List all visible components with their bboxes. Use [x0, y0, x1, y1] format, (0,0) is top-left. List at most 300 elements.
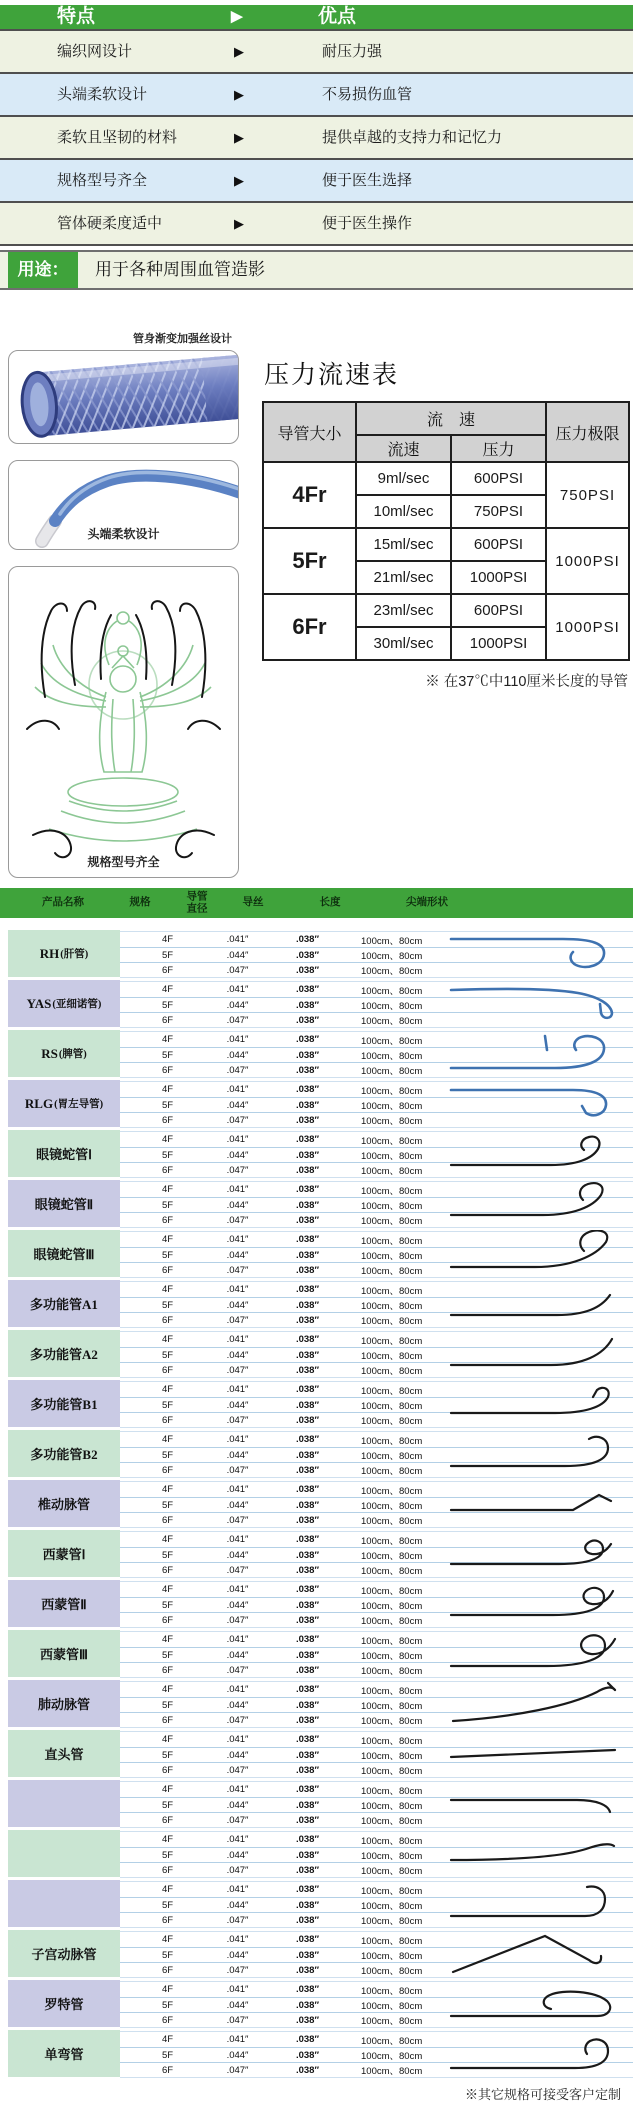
guidewire-size: .038″ — [295, 949, 320, 961]
product-row-block — [0, 1730, 633, 1777]
size-cell: 6Fr — [263, 594, 356, 660]
catheter-length: 100cm、80cm — [361, 1701, 423, 1712]
catheter-length: 100cm、80cm — [361, 1335, 423, 1347]
catheter-length: 100cm、80cm — [361, 1985, 423, 1997]
catheter-length: 100cm、80cm — [361, 1416, 423, 1427]
spec-size: 6F — [161, 1164, 174, 1176]
spec-size: 5F — [161, 1749, 174, 1761]
catheter-length: 100cm、80cm — [361, 1785, 423, 1797]
feature-text: 编织网设计 — [57, 43, 133, 60]
product-name — [8, 1530, 120, 1577]
guidewire-size: .038″ — [295, 934, 320, 945]
spec-size: 6F — [161, 1314, 174, 1326]
pressure-table-title: 压力流速表 — [264, 361, 400, 389]
full-range-imagebox — [8, 566, 239, 878]
catheter-diameter: .047″ — [226, 1914, 249, 1926]
product-row-block — [0, 1080, 633, 1127]
catheter-length: 100cm、80cm — [361, 2051, 423, 2062]
product-row-block — [0, 1830, 633, 1877]
catheter-diameter: .044″ — [226, 1649, 249, 1661]
product-name-sub: (肝管) — [60, 949, 89, 960]
guidewire-size: .038″ — [295, 1784, 320, 1795]
catheter-diameter: .044″ — [226, 1999, 249, 2011]
pressure-cell: 1000PSI — [451, 561, 546, 594]
spec-size: 5F — [161, 2049, 174, 2061]
product-name — [8, 1680, 120, 1727]
catheter-length: 100cm、80cm — [361, 951, 423, 962]
guidewire-size: .038″ — [295, 1349, 320, 1361]
catheter-diameter: .044″ — [226, 1899, 249, 1911]
product-name — [8, 1180, 120, 1227]
product-name — [8, 980, 120, 1027]
arrow-right-icon: ▶ — [234, 216, 244, 231]
catheter-diameter: .047″ — [226, 1214, 249, 1226]
product-row-block — [0, 1330, 633, 1377]
pressure-data-row — [263, 594, 629, 627]
pressure-data-row — [263, 528, 629, 561]
header-flow-group: 流 速 — [356, 402, 546, 435]
catheter-length: 100cm、80cm — [361, 1116, 423, 1127]
catheter-length: 100cm、80cm — [361, 1435, 423, 1447]
product-name — [8, 1380, 120, 1427]
tip-shape-image — [445, 2030, 630, 2077]
spec-size: 6F — [161, 1964, 174, 1976]
guidewire-size: .038″ — [295, 1499, 320, 1511]
catheter-diameter: .047″ — [226, 964, 249, 976]
product-name-main: 椎动脉管 — [37, 1497, 90, 1512]
product-row-block — [0, 1180, 633, 1227]
tip-shape-image — [445, 1530, 630, 1577]
catheter-length: 100cm、80cm — [361, 1066, 423, 1077]
guidewire-size: .038″ — [295, 1914, 320, 1926]
tip-shape-image — [445, 1930, 630, 1977]
usage-label: 用途： — [8, 252, 78, 288]
catheter-diameter: .041″ — [226, 1634, 249, 1645]
guidewire-size: .038″ — [295, 984, 320, 995]
spec-size: 5F — [161, 1049, 174, 1061]
spec-size: 5F — [161, 1299, 174, 1311]
product-name — [8, 930, 120, 977]
catheter-length: 100cm、80cm — [361, 2066, 423, 2077]
catheter-diameter: .041″ — [226, 1784, 249, 1795]
catheter-length: 100cm、80cm — [361, 1301, 423, 1312]
catheter-diameter: .044″ — [226, 1699, 249, 1711]
product-name-main: 多功能管A1 — [30, 1297, 98, 1312]
guidewire-size: .038″ — [295, 1614, 320, 1626]
catheter-length: 100cm、80cm — [361, 1666, 423, 1677]
full-range-caption: 规格型号齐全 — [87, 855, 160, 869]
product-name-main: 肺动脉管 — [37, 1697, 90, 1712]
catheter-length: 100cm、80cm — [361, 1635, 423, 1647]
pressure-header-row — [263, 402, 629, 435]
spec-size: 5F — [161, 1149, 174, 1161]
arrow-right-icon: ▶ — [234, 87, 244, 102]
guidewire-size: .038″ — [295, 1714, 320, 1726]
spec-size: 4F — [161, 1984, 174, 1995]
spec-size: 4F — [161, 1334, 174, 1345]
catheter-diameter: .044″ — [226, 2049, 249, 2061]
spec-size: 6F — [161, 1214, 174, 1226]
feature-text: 柔软且坚韧的材料 — [57, 129, 178, 146]
spec-size: 6F — [161, 1464, 174, 1476]
product-name — [8, 1730, 120, 1777]
product-row-block — [0, 1230, 633, 1277]
braided-catheter-imagebox — [8, 350, 239, 444]
catheter-length: 100cm、80cm — [361, 1485, 423, 1497]
product-name-main: 多功能管B1 — [30, 1397, 98, 1412]
spec-size: 6F — [161, 1664, 174, 1676]
pressure-table-note: ※ 在37℃中110厘米长度的导管 — [425, 674, 628, 690]
catheter-length: 100cm、80cm — [361, 1285, 423, 1297]
product-name-main: 直头管 — [44, 1747, 84, 1762]
catheter-length: 100cm、80cm — [361, 1351, 423, 1362]
product-name-main: 多功能管A2 — [30, 1347, 98, 1362]
catheter-diameter: .044″ — [226, 1299, 249, 1311]
catheter-length: 100cm、80cm — [361, 1216, 423, 1227]
guidewire-size: .038″ — [295, 1864, 320, 1876]
spec-size: 6F — [161, 2064, 174, 2076]
catheter-diameter: .041″ — [226, 1534, 249, 1545]
guidewire-size: .038″ — [295, 1299, 320, 1311]
flow-cell: 21ml/sec — [356, 561, 451, 594]
product-name — [8, 1230, 120, 1277]
catheter-diameter: .044″ — [226, 1249, 249, 1261]
catheter-diameter: .044″ — [226, 1349, 249, 1361]
spec-size: 4F — [161, 1734, 174, 1745]
features-header-right: 优点 — [318, 6, 357, 27]
catheter-length: 100cm、80cm — [361, 1001, 423, 1012]
product-name-main: RLG — [24, 1095, 54, 1111]
spec-size: 4F — [161, 1284, 174, 1295]
guidewire-size: .038″ — [295, 1814, 320, 1826]
catheter-length: 100cm、80cm — [361, 1551, 423, 1562]
guidewire-size: .038″ — [295, 1099, 320, 1111]
feature-row — [0, 29, 633, 72]
product-name — [8, 1880, 120, 1927]
soft-tip-caption: 头端柔软设计 — [87, 527, 160, 541]
catheter-diameter: .041″ — [226, 1084, 249, 1095]
spec-size: 4F — [161, 1084, 174, 1095]
catheter-length: 100cm、80cm — [361, 1651, 423, 1662]
product-table-header — [0, 888, 633, 918]
catheter-length: 100cm、80cm — [361, 1151, 423, 1162]
catheter-diameter: .041″ — [226, 1834, 249, 1845]
feature-text: 头端柔软设计 — [57, 86, 148, 103]
product-row-block — [0, 1430, 633, 1477]
guidewire-size: .038″ — [295, 1134, 320, 1145]
spec-size: 4F — [161, 1834, 174, 1845]
catheter-diameter: .044″ — [226, 1399, 249, 1411]
product-name-main: 西蒙管Ⅱ — [41, 1597, 87, 1612]
catheter-length: 100cm、80cm — [361, 1135, 423, 1147]
guidewire-size: .038″ — [295, 1414, 320, 1426]
guidewire-size: .038″ — [295, 1684, 320, 1695]
catheter-length: 100cm、80cm — [361, 2035, 423, 2047]
guidewire-size: .038″ — [295, 1634, 320, 1645]
spec-size: 6F — [161, 1514, 174, 1526]
catheter-diameter: .047″ — [226, 1564, 249, 1576]
product-name-main: 多功能管B2 — [30, 1447, 98, 1462]
tip-shape-image — [445, 1780, 630, 1827]
guidewire-size: .038″ — [295, 1834, 320, 1845]
pressure-flow-section — [262, 355, 628, 691]
feature-row — [0, 201, 633, 244]
guidewire-size: .038″ — [295, 1084, 320, 1095]
spec-size: 6F — [161, 1064, 174, 1076]
product-name — [8, 1280, 120, 1327]
tip-shape-image — [445, 1080, 630, 1127]
guidewire-size: .038″ — [295, 1434, 320, 1445]
catheter-diameter: .041″ — [226, 984, 249, 995]
catheter-diameter: .047″ — [226, 1814, 249, 1826]
usage-text: 用于各种周围血管造影 — [95, 260, 265, 279]
guidewire-size: .038″ — [295, 1549, 320, 1561]
guidewire-size: .038″ — [295, 1514, 320, 1526]
catheter-diameter: .047″ — [226, 1714, 249, 1726]
tip-shape-image — [445, 1480, 630, 1527]
features-header — [0, 5, 633, 29]
product-row-block — [0, 1980, 633, 2027]
guidewire-size: .038″ — [295, 1699, 320, 1711]
spec-size: 4F — [161, 1384, 174, 1395]
catheter-diameter: .041″ — [226, 1184, 249, 1195]
limit-cell: 750PSI — [546, 462, 629, 528]
catheter-length: 100cm、80cm — [361, 1185, 423, 1197]
catheter-diameter: .041″ — [226, 1934, 249, 1945]
product-row-block — [0, 1030, 633, 1077]
guidewire-size: .038″ — [295, 1184, 320, 1195]
limit-cell: 1000PSI — [546, 594, 629, 660]
braided-catheter-image — [9, 351, 238, 443]
product-row-block — [0, 1480, 633, 1527]
product-row-block — [0, 1630, 633, 1677]
catheter-length: 100cm、80cm — [361, 1866, 423, 1877]
braided-design-label: 管身渐变加强丝设计 — [133, 333, 232, 345]
spec-size: 5F — [161, 1799, 174, 1811]
spec-size: 5F — [161, 1949, 174, 1961]
product-name-main: 单弯管 — [44, 2047, 84, 2062]
catheter-diameter: .047″ — [226, 1164, 249, 1176]
spec-size: 4F — [161, 1634, 174, 1645]
tip-shape-image — [445, 1730, 630, 1777]
guidewire-size: .038″ — [295, 1764, 320, 1776]
guidewire-size: .038″ — [295, 1934, 320, 1945]
catheter-diameter: .041″ — [226, 1434, 249, 1445]
catheter-diameter: .044″ — [226, 1199, 249, 1211]
spec-size: 5F — [161, 1849, 174, 1861]
feature-text: 管体硬柔度适中 — [57, 215, 163, 232]
tip-shape-image — [445, 1330, 630, 1377]
product-name-sub: (胃左导管) — [54, 1099, 104, 1110]
size-cell: 4Fr — [263, 462, 356, 528]
catheter-diameter: .047″ — [226, 1014, 249, 1026]
tip-shape-image — [445, 1830, 630, 1877]
advantage-text: 便于医生操作 — [322, 215, 413, 232]
guidewire-size: .038″ — [295, 1049, 320, 1061]
catheter-length: 100cm、80cm — [361, 985, 423, 997]
catheter-length: 100cm、80cm — [361, 1835, 423, 1847]
advantage-text: 提供卓越的支持力和记忆力 — [322, 129, 503, 146]
spec-size: 6F — [161, 1764, 174, 1776]
tip-shape-image — [445, 1680, 630, 1727]
product-name-sub: (亚细诺管) — [52, 999, 102, 1010]
catheter-length: 100cm、80cm — [361, 1751, 423, 1762]
guidewire-size: .038″ — [295, 1149, 320, 1161]
catheter-diameter: .041″ — [226, 1334, 249, 1345]
guidewire-size: .038″ — [295, 1284, 320, 1295]
product-row-block — [0, 1930, 633, 1977]
guidewire-size: .038″ — [295, 1334, 320, 1345]
spec-size: 5F — [161, 1099, 174, 1111]
catheter-length: 100cm、80cm — [361, 1535, 423, 1547]
spec-size: 4F — [161, 1034, 174, 1045]
product-table — [0, 888, 633, 2103]
catheter-length: 100cm、80cm — [361, 1366, 423, 1377]
spec-size: 5F — [161, 1249, 174, 1261]
catheter-diameter: .044″ — [226, 1499, 249, 1511]
catheter-diameter: .047″ — [226, 1364, 249, 1376]
guidewire-size: .038″ — [295, 2014, 320, 2026]
product-column-header: 长度 — [319, 896, 341, 909]
catheter-diameter: .044″ — [226, 1849, 249, 1861]
catheter-length: 100cm、80cm — [361, 966, 423, 977]
advantage-text: 不易损伤血管 — [322, 86, 413, 103]
catheter-diameter: .041″ — [226, 1284, 249, 1295]
catheter-length: 100cm、80cm — [361, 1051, 423, 1062]
spec-size: 4F — [161, 1684, 174, 1695]
catheter-diameter: .044″ — [226, 1799, 249, 1811]
pressure-cell: 600PSI — [451, 528, 546, 561]
spec-size: 5F — [161, 1899, 174, 1911]
spec-size: 4F — [161, 1234, 174, 1245]
spec-size: 4F — [161, 1184, 174, 1195]
catheter-diameter: .044″ — [226, 1949, 249, 1961]
product-name — [8, 1630, 120, 1677]
product-name-main: 眼镜蛇管Ⅱ — [34, 1197, 94, 1212]
catheter-diameter: .044″ — [226, 1449, 249, 1461]
pressure-cell: 600PSI — [451, 462, 546, 495]
catheter-length: 100cm、80cm — [361, 1766, 423, 1777]
catheter-length: 100cm、80cm — [361, 1385, 423, 1397]
guidewire-size: .038″ — [295, 1884, 320, 1895]
pressure-cell: 600PSI — [451, 594, 546, 627]
size-cell: 5Fr — [263, 528, 356, 594]
catheter-length: 100cm、80cm — [361, 1916, 423, 1927]
guidewire-size: .038″ — [295, 1114, 320, 1126]
spec-size: 5F — [161, 999, 174, 1011]
tip-shape-image — [445, 1280, 630, 1327]
product-name-main: 眼镜蛇管Ⅰ — [36, 1147, 92, 1162]
catheter-diameter: .047″ — [226, 1464, 249, 1476]
product-name — [8, 1030, 120, 1077]
spec-size: 6F — [161, 1714, 174, 1726]
catheter-diameter: .044″ — [226, 949, 249, 961]
product-row-block — [0, 1580, 633, 1627]
catheter-diameter: .047″ — [226, 1664, 249, 1676]
pressure-cell: 1000PSI — [451, 627, 546, 660]
tip-shape-image — [445, 1180, 630, 1227]
catheter-length: 100cm、80cm — [361, 1016, 423, 1027]
catheter-diameter: .047″ — [226, 1064, 249, 1076]
catheter-length: 100cm、80cm — [361, 1451, 423, 1462]
catheter-length: 100cm、80cm — [361, 1516, 423, 1527]
guidewire-size: .038″ — [295, 1664, 320, 1676]
catheter-diameter: .041″ — [226, 1584, 249, 1595]
guidewire-size: .038″ — [295, 1564, 320, 1576]
guidewire-size: .038″ — [295, 1749, 320, 1761]
flow-cell: 9ml/sec — [356, 462, 451, 495]
spec-size: 6F — [161, 1614, 174, 1626]
guidewire-size: .038″ — [295, 2064, 320, 2076]
product-name — [8, 1080, 120, 1127]
guidewire-size: .038″ — [295, 964, 320, 976]
pressure-data-row — [263, 462, 629, 495]
product-name — [8, 1780, 120, 1827]
guidewire-size: .038″ — [295, 1264, 320, 1276]
features-rows — [0, 29, 633, 244]
header-pressure-limit: 压力极限 — [546, 402, 629, 462]
guidewire-size: .038″ — [295, 1584, 320, 1595]
flow-cell: 30ml/sec — [356, 627, 451, 660]
spec-size: 4F — [161, 1434, 174, 1445]
product-column-header: 尖端形状 — [406, 896, 448, 909]
catheter-length: 100cm、80cm — [361, 1885, 423, 1897]
product-name — [8, 1130, 120, 1177]
product-row-block — [0, 930, 633, 977]
pressure-flow-table — [262, 401, 630, 661]
guidewire-size: .038″ — [295, 1599, 320, 1611]
catheter-length: 100cm、80cm — [361, 1716, 423, 1727]
catheter-length: 100cm、80cm — [361, 1501, 423, 1512]
product-row-block — [0, 1530, 633, 1577]
spec-size: 5F — [161, 1649, 174, 1661]
pressure-table — [262, 401, 628, 661]
catheter-diameter: .047″ — [226, 1764, 249, 1776]
arrow-right-icon: ▶ — [231, 8, 243, 25]
product-name — [8, 1830, 120, 1877]
catheter-diameter: .044″ — [226, 1749, 249, 1761]
catheter-diameter: .041″ — [226, 934, 249, 945]
catheter-length: 100cm、80cm — [361, 1935, 423, 1947]
guidewire-size: .038″ — [295, 1534, 320, 1545]
catheter-diameter: .041″ — [226, 1684, 249, 1695]
catheter-length: 100cm、80cm — [361, 1251, 423, 1262]
tip-shape-image — [445, 980, 630, 1027]
features-table — [0, 5, 633, 246]
guidewire-size: .038″ — [295, 1234, 320, 1245]
catheter-diameter: .044″ — [226, 1149, 249, 1161]
product-row-block — [0, 1680, 633, 1727]
catheter-diameter: .041″ — [226, 1484, 249, 1495]
product-row-block — [0, 1380, 633, 1427]
advantage-text: 便于医生选择 — [322, 172, 413, 189]
guidewire-size: .038″ — [295, 1649, 320, 1661]
tip-shape-image — [445, 930, 630, 977]
guidewire-size: .038″ — [295, 1949, 320, 1961]
spec-size: 5F — [161, 1599, 174, 1611]
product-name-main: 眼镜蛇管Ⅲ — [33, 1247, 95, 1262]
guidewire-size: .038″ — [295, 1484, 320, 1495]
product-column-header: 规格 — [129, 896, 151, 909]
product-name-main: 罗特管 — [44, 1997, 84, 2012]
catheter-diameter: .041″ — [226, 1134, 249, 1145]
spec-size: 4F — [161, 1534, 174, 1545]
guidewire-size: .038″ — [295, 1984, 320, 1995]
guidewire-size: .038″ — [295, 1364, 320, 1376]
spec-size: 5F — [161, 1499, 174, 1511]
product-row-block — [0, 980, 633, 1027]
product-column-header: 导管直径 — [186, 890, 208, 914]
